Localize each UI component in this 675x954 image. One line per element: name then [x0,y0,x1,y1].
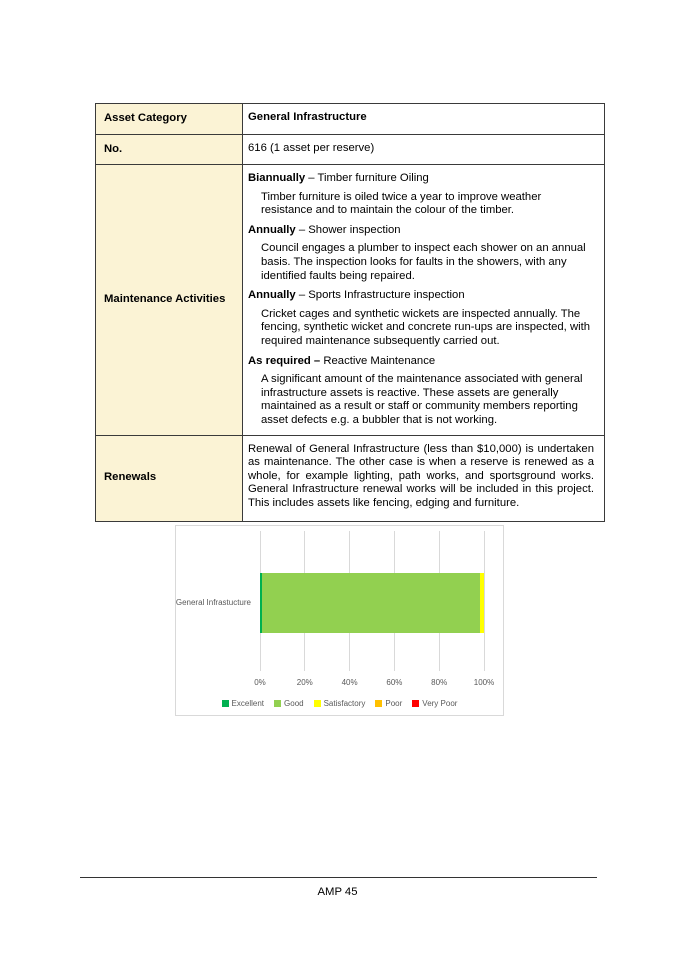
footer-divider [80,877,597,878]
maintenance-activities-content [243,165,604,435]
x-axis-tick-label: 40% [341,678,358,687]
x-axis-tick-label: 100% [473,678,495,687]
legend-label: Satisfactory [323,699,366,708]
chart-legend [176,699,503,708]
footer-page-number: AMP 45 [317,886,358,898]
legend-label: Excellent [231,699,265,708]
bar-segment-satisfactory [480,573,484,633]
legend-item-excellent [222,699,264,708]
table-row [96,435,604,521]
legend-swatch [222,700,229,707]
legend-item-poor [375,699,402,708]
legend-label: Poor [385,699,403,708]
legend-swatch [412,700,419,707]
renewals-value: Renewal of General Infrastructure (less than $10,000) is undertaken as maintenance. The other case is when a reserve is renewed as a whole, for example lighting, path works, and sportsground works. General Infrastructure renewal works will be included in this project. This includes assets like fencing, edging and furniture. [248,442,594,509]
legend-label: Very Poor [422,699,458,708]
table-row [96,134,604,164]
bar-segment-good [262,573,479,633]
x-axis-tick-label: 0% [254,678,266,687]
legend-item-satisfactory [314,699,366,708]
renewals-label: Renewals [96,436,243,521]
activity-description: A significant amount of the maintenance associated with general infrastructure assets is reactive. These assets are generally maintained as a result or staff or community members reporting asset defects e.g. a bubbler that is not working. [261,373,583,426]
activity-heading: Annually – Sports Infrastructure inspection [248,289,465,302]
chart-category-label: General Infrastucture [175,598,251,607]
maintenance-activities-label: Maintenance Activities [96,165,243,435]
legend-swatch [274,700,281,707]
activity-heading: Biannually – Timber furniture Oiling [248,172,429,184]
legend-label: Good [284,699,304,708]
asset-summary-table [95,103,605,522]
asset-category-label: Asset Category [96,104,243,134]
activity-description: Timber furniture is oiled twice a year to improve weather resistance and to maintain the colour of the timber. [261,190,542,217]
x-axis-tick-label: 20% [296,678,313,687]
x-axis-tick-label: 80% [431,678,448,687]
table-row [96,104,604,134]
condition-stacked-bar [260,573,484,633]
legend-swatch [314,700,321,707]
asset-category-value: General Infrastructure [248,111,367,123]
x-axis-tick-label: 60% [386,678,403,687]
legend-item-very-poor [412,699,457,708]
table-row [96,164,604,435]
condition-chart [175,525,504,716]
legend-item-good [274,699,304,708]
legend-swatch [375,700,382,707]
number-value: 616 (1 asset per reserve) [248,142,375,154]
activity-heading: As required – Reactive Maintenance [248,354,436,367]
activity-description: Cricket cages and synthetic wickets are inspected annually. The fencing, synthetic wicket and concrete run-ups are inspected, with required maintenance subsequently carried out. [261,307,591,347]
chart-plot-area [260,531,484,671]
chart-x-axis [254,678,495,688]
activity-heading: Annually – Shower inspection [248,223,401,236]
number-label: No. [96,135,243,164]
activity-description: Council engages a plumber to inspect each shower on an annual basis. The inspection looks for faults in the showers, with any identified faults being repaired. [261,242,586,282]
